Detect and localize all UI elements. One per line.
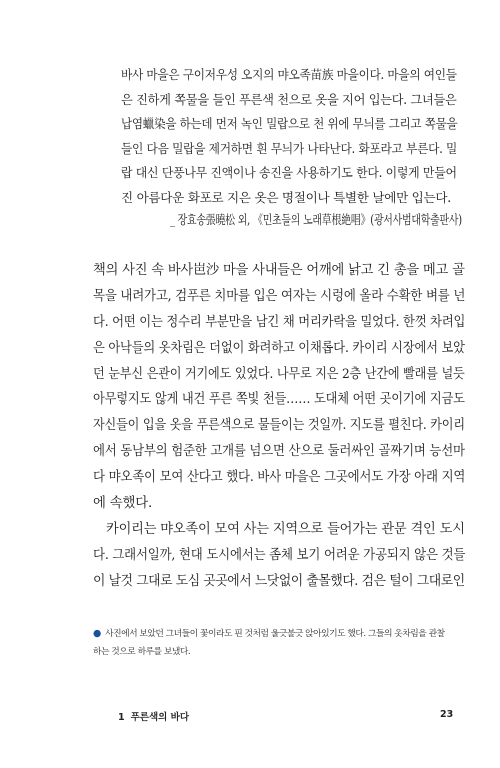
body-line: 에 속했다. — [93, 496, 153, 512]
body-text — [93, 258, 465, 595]
chapter-title: 푸른색의 바다 — [130, 712, 189, 723]
body-line: 카이리는 먀오족이 모여 사는 지역으로 들어가는 관문 격인 도시 — [93, 521, 465, 537]
footnote-line — [93, 625, 465, 643]
body-line: 에서 동남부의 험준한 고개를 넘으면 산으로 둘러싸인 골짜기며 능선마 — [93, 444, 465, 460]
body-line: 책의 사진 속 바사岜沙 마을 사내들은 어깨에 낡고 긴 총을 메고 골 — [93, 263, 465, 278]
quote-citation: _ 장효송張曉松 외, 《민초들의 노래草根絶唱》(광서사범대학출판사) — [170, 212, 462, 227]
body-line: 자신들이 입을 옷을 푸른색으로 물들이는 것일까. 지도를 펼친다. 카이리 — [93, 418, 465, 434]
epigraph-quote — [121, 63, 457, 211]
quote-line: 랍 대신 단풍나무 진액이나 송진을 사용하기도 한다. 이렇게 만들어 — [121, 165, 457, 181]
bullet-icon: ● — [93, 628, 101, 639]
running-footer — [118, 709, 189, 723]
quote-line: 들인 다음 밀랍을 제거하면 흰 무늬가 나타난다. 화포라고 부른다. 밀 — [121, 140, 458, 156]
quote-line: 납염蠟染을 하는데 먼저 녹인 밀랍으로 천 위에 무늬를 그리고 쪽물을 — [121, 116, 458, 132]
body-line: 이 날것 그대로 도심 곳곳에서 느닷없이 출몰했다. 검은 털이 그대로인 — [93, 573, 465, 589]
quote-line: 바사 마을은 구이저우성 오지의 먀오족苗族 마을이다. 마을의 여인들 — [121, 67, 457, 82]
footnote-text: 사진에서 보았던 그녀들이 꽃이라도 핀 것처럼 울긋불긋 앉아있기도 했다. 그들의 옷차림을 관찰 — [105, 629, 445, 639]
footnote-line: 하는 것으로 하루를 보냈다. — [93, 647, 191, 657]
footnote — [93, 625, 465, 661]
quote-line: 은 진하게 쪽물을 들인 푸른색 천으로 옷을 지어 입는다. 그녀들은 — [121, 91, 457, 107]
body-line: 다 먀오족이 모여 산다고 했다. 바사 마을은 그곳에서도 가장 아래 지역 — [93, 470, 466, 486]
quote-line: 진 아름다운 화포로 지은 옷은 명절이나 특별한 날에만 입는다. — [121, 189, 451, 205]
body-line: 아무렇지도 않게 내건 푸른 쪽빛 천들…… 도대체 어떤 곳이기에 지금도 — [93, 392, 465, 408]
body-line: 은 아낙들의 옷차림은 더없이 화려하고 이채롭다. 카이리 시장에서 보았 — [93, 340, 465, 356]
body-line: 목을 내려가고, 검푸른 치마를 입은 여자는 시렁에 올라 수확한 벼를 넌 — [93, 288, 466, 304]
chapter-number: 1 — [118, 712, 125, 723]
body-line: 다. 어떤 이는 정수리 부분만을 남긴 채 머리카락을 밀었다. 한껏 차려입 — [93, 314, 466, 330]
body-line: 다. 그래서일까, 현대 도시에서는 좀체 보기 어려운 가공되지 않은 것들 — [93, 547, 466, 563]
page-number: 23 — [440, 709, 454, 720]
body-line: 던 눈부신 은관이 거기에도 있었다. 나무로 지은 2층 난간에 빨래를 널듯 — [93, 366, 465, 382]
